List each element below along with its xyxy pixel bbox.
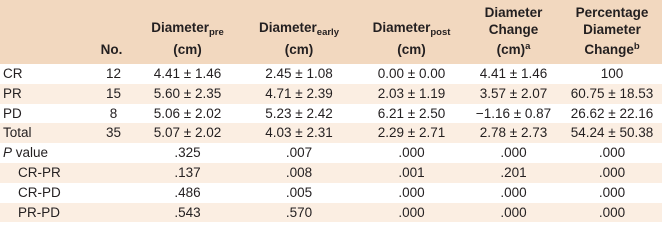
row-label: PR-PD xyxy=(0,203,92,223)
header-diameter-pre-sub: pre xyxy=(208,27,224,38)
cell-no: 12 xyxy=(92,64,135,84)
header-blank xyxy=(0,0,92,64)
header-diameter-change xyxy=(465,0,562,64)
header-diameter-post xyxy=(358,0,465,64)
header-diameter-pre-unit: (cm) xyxy=(173,42,202,57)
cell-no xyxy=(92,163,135,183)
cell-post: .001 xyxy=(358,163,465,183)
table-row xyxy=(0,84,662,104)
header-diameter-change-footnote: a xyxy=(525,41,531,52)
header-diameter-change-line2: Change xyxy=(488,22,539,37)
cell-pre: 4.41 ± 1.46 xyxy=(135,64,240,84)
row-label: PR xyxy=(0,84,92,104)
cell-change: 2.78 ± 2.73 xyxy=(465,123,562,143)
cell-post: 6.21 ± 2.50 xyxy=(358,104,465,124)
row-label: PD xyxy=(0,104,92,124)
cell-early: .008 xyxy=(240,163,358,183)
header-diameter-early-unit: (cm) xyxy=(284,42,314,57)
header-percentage-change-line1: Percentage xyxy=(575,5,649,20)
header-diameter-post-main: Diameter xyxy=(372,20,431,35)
cell-pre: .486 xyxy=(135,183,240,203)
cell-early: .005 xyxy=(240,183,358,203)
cell-pct: .000 xyxy=(562,183,662,203)
cell-pct: 100 xyxy=(562,64,662,84)
table-row xyxy=(0,203,662,223)
cell-no: 15 xyxy=(92,84,135,104)
table-body xyxy=(0,64,662,222)
cell-pre: .137 xyxy=(135,163,240,183)
header-no: No. xyxy=(92,0,135,64)
cell-no: 8 xyxy=(92,104,135,124)
cell-post: 2.29 ± 2.71 xyxy=(358,123,465,143)
header-diameter-early xyxy=(240,0,358,64)
cell-early: 4.71 ± 2.39 xyxy=(240,84,358,104)
header-diameter-post-sub: post xyxy=(430,27,451,38)
cell-post: .000 xyxy=(358,183,465,203)
cell-change: .201 xyxy=(465,163,562,183)
cell-pre: 5.06 ± 2.02 xyxy=(135,104,240,124)
cell-pct: 60.75 ± 18.53 xyxy=(562,84,662,104)
cell-post: .000 xyxy=(358,143,465,163)
cell-early: 5.23 ± 2.42 xyxy=(240,104,358,124)
header-percentage-change-line2: Diameter xyxy=(583,22,641,37)
header-diameter-change-unit: (cm) xyxy=(496,42,526,57)
table-row xyxy=(0,64,662,84)
table-row xyxy=(0,163,662,183)
table-row xyxy=(0,123,662,143)
cell-pre: 5.07 ± 2.02 xyxy=(135,123,240,143)
cell-change: 3.57 ± 2.07 xyxy=(465,84,562,104)
cell-early: .570 xyxy=(240,203,358,223)
cell-early: 4.03 ± 2.31 xyxy=(240,123,358,143)
cell-no xyxy=(92,143,135,163)
row-label: CR-PD xyxy=(0,183,92,203)
cell-pre: .543 xyxy=(135,203,240,223)
cell-change: .000 xyxy=(465,183,562,203)
cell-change: −1.16 ± 0.87 xyxy=(465,104,562,124)
cell-pct: .000 xyxy=(562,143,662,163)
pvalue-row xyxy=(0,143,662,163)
cell-pct: .000 xyxy=(562,203,662,223)
pvalue-label xyxy=(0,143,92,163)
cell-pre: 5.60 ± 2.35 xyxy=(135,84,240,104)
header-diameter-early-main: Diameter xyxy=(259,20,317,35)
cell-pre: .325 xyxy=(135,143,240,163)
cell-post: 0.00 ± 0.00 xyxy=(358,64,465,84)
cell-no: 35 xyxy=(92,123,135,143)
row-label: CR-PR xyxy=(0,163,92,183)
cell-change: .000 xyxy=(465,203,562,223)
cell-change: .000 xyxy=(465,143,562,163)
cell-pct: .000 xyxy=(562,163,662,183)
cell-pct: 54.24 ± 50.38 xyxy=(562,123,662,143)
header-diameter-pre-main: Diameter xyxy=(151,20,209,35)
header-percentage-change-footnote: b xyxy=(633,41,640,52)
cell-pct: 26.62 ± 22.16 xyxy=(562,104,662,124)
header-diameter-change-line1: Diameter xyxy=(484,5,543,20)
table-header xyxy=(0,0,662,64)
cell-post: .000 xyxy=(358,203,465,223)
header-percentage-change-line3: Change xyxy=(584,42,634,57)
cell-change: 4.41 ± 1.46 xyxy=(465,64,562,84)
row-label: Total xyxy=(0,123,92,143)
cell-no xyxy=(92,203,135,223)
pvalue-label-italic: P xyxy=(3,145,13,161)
header-diameter-pre xyxy=(135,0,240,64)
cell-early: .007 xyxy=(240,143,358,163)
header-diameter-post-unit: (cm) xyxy=(397,42,426,57)
header-percentage-change xyxy=(562,0,662,64)
cell-no xyxy=(92,183,135,203)
header-diameter-early-sub: early xyxy=(316,27,339,38)
cell-early: 2.45 ± 1.08 xyxy=(240,64,358,84)
cell-post: 2.03 ± 1.19 xyxy=(358,84,465,104)
table-row xyxy=(0,183,662,203)
row-label: CR xyxy=(0,64,92,84)
table-row xyxy=(0,104,662,124)
pvalue-label-rest: value xyxy=(12,145,49,161)
header-row xyxy=(0,0,662,64)
